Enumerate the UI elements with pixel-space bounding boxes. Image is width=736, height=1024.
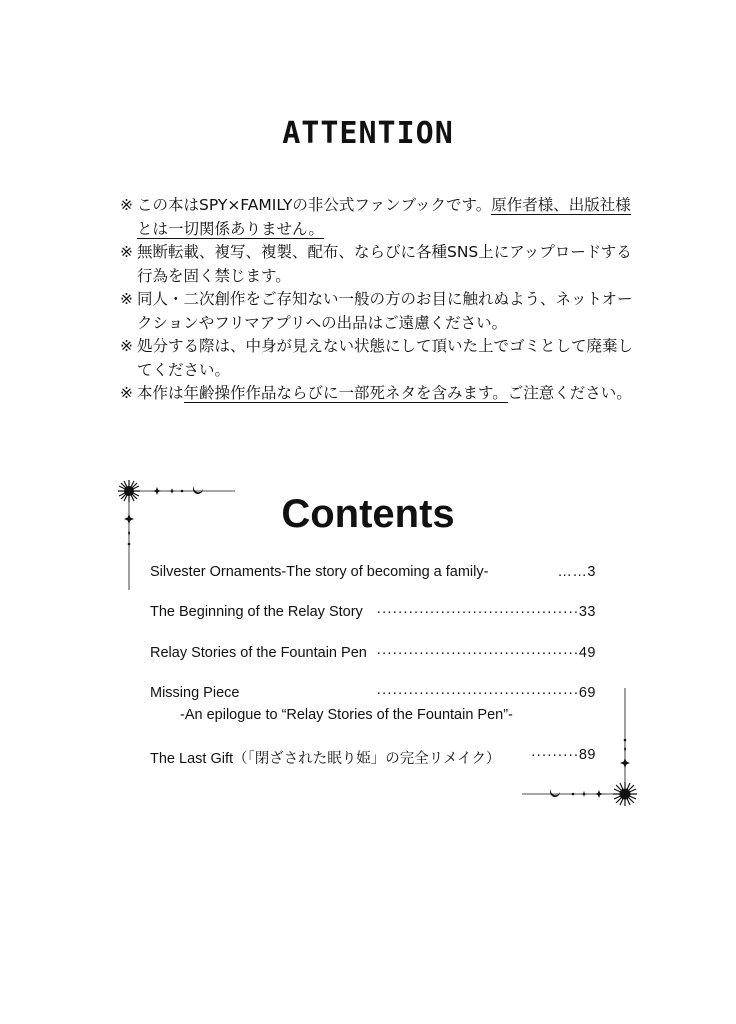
reference-mark: ※ [120, 337, 133, 355]
toc-entry-page: ······································69 [376, 685, 596, 701]
notice-text: この本はSPY×FAMILYの非公式ファンブックです。 [137, 196, 492, 214]
toc-entry-title: Relay Stories of the Fountain Pen [150, 645, 367, 661]
notice-underlined-text: 年齢操作作品ならびに一部死ネタを含みます。 [183, 384, 508, 402]
contents-title: Contents [281, 492, 455, 536]
notice-text: 処分する際は、中身が見えない状態にして頂いた上でゴミとして廃棄してください。 [137, 337, 634, 379]
notice-item [120, 382, 640, 406]
toc-entry-subtitle: -An epilogue to “Relay Stories of the Fountain Pen”- [180, 707, 513, 723]
toc-entry-title: The Last Gift（「閉ざされた眠り姫」の完全リメイク） [150, 751, 501, 767]
toc-entry-page: ······································49 [376, 645, 596, 661]
notice-text: 本作は [137, 384, 184, 402]
bottom-right-sparkle-ornament [518, 688, 648, 813]
reference-mark: ※ [120, 290, 133, 308]
notice-text: 同人・二次創作をご存知ない一般の方のお目に触れぬよう、ネットオークションやフリマアプリへの出品はご遠慮ください。 [137, 290, 633, 332]
toc-entry-page: ·········89 [530, 747, 596, 763]
toc-entry-title: Silvester Ornaments-The story of becoming a family- [150, 564, 489, 580]
reference-mark: ※ [120, 384, 133, 402]
reference-mark: ※ [120, 196, 133, 214]
toc-entry-page: ……3 [557, 564, 596, 580]
toc-entry-title: The Beginning of the Relay Story [150, 604, 363, 620]
toc-entry-page: ······································33 [376, 604, 596, 620]
notice-item [120, 335, 640, 382]
notice-text-after: ご注意ください。 [507, 384, 632, 402]
reference-mark: ※ [120, 243, 133, 261]
notice-underlined-text: 原作者様、出版社様とは一切関係ありません。 [137, 196, 631, 238]
toc-entry-title: Missing Piece [150, 685, 240, 701]
notice-item [120, 194, 640, 241]
notice-item [120, 241, 640, 288]
notice-item [120, 288, 640, 335]
attention-title: ATTENTION [282, 116, 454, 151]
attention-notice-list [120, 194, 640, 406]
notice-text: 無断転載、複写、複製、配布、ならびに各種SNS上にアップロードする行為を固く禁じます。 [137, 243, 632, 285]
